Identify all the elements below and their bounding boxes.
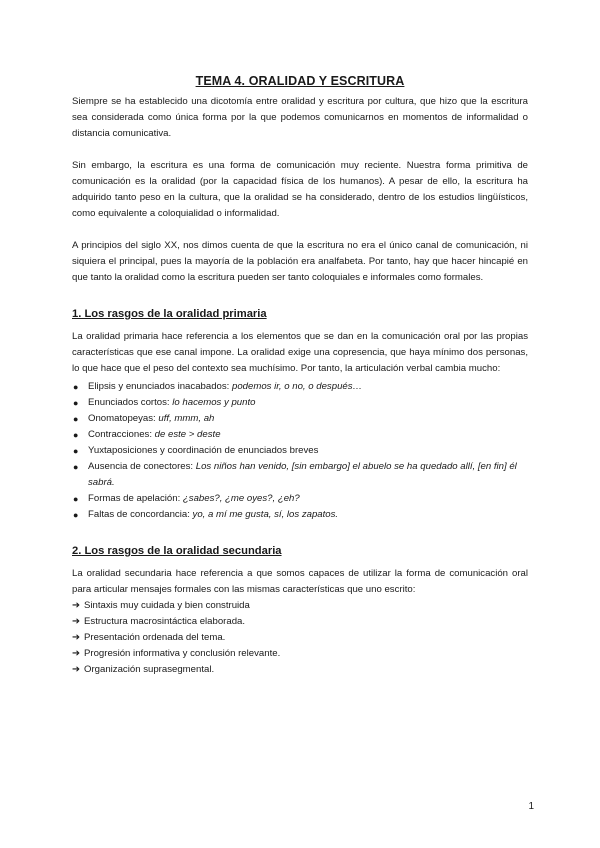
item-label: Elipsis y enunciados inacabados: (88, 381, 232, 392)
list-item (72, 598, 528, 614)
bullet-icon: ● (73, 382, 79, 392)
list-item (72, 507, 528, 523)
item-example: uff, mmm, ah (158, 413, 215, 424)
arrow-right-icon: ➔ (72, 600, 81, 611)
section-2-intro: La oralidad secundaria hace referencia a que somos capaces de utilizar la forma de comunicación oral para articular mensajes formales con las mismas características que uno escrito: (72, 568, 528, 595)
secondary-orality-list (72, 598, 528, 678)
arrow-right-icon: ➔ (72, 648, 81, 659)
item-example: lo hacemos y punto (172, 397, 256, 408)
arrow-right-icon: ➔ (72, 616, 81, 627)
arrow-right-icon: ➔ (72, 632, 81, 643)
item-example: Los niños han venido, [sin embargo] el abuelo se ha quedado allí, [en fin] él sabrá. (88, 461, 517, 488)
bullet-icon: ● (73, 398, 79, 408)
item-example: podemos ir, o no, o después… (232, 381, 363, 392)
item-label: Enunciados cortos: (88, 397, 173, 408)
list-item (72, 443, 528, 459)
list-item (72, 395, 528, 411)
item-label: Yuxtaposiciones y coordinación de enunciados breves (88, 445, 319, 456)
document-page (72, 74, 528, 678)
list-item (72, 630, 528, 646)
list-item (72, 491, 528, 507)
bullet-icon: ● (73, 462, 79, 472)
list-item (72, 614, 528, 630)
section-1-heading: 1. Los rasgos de la oralidad primaria (72, 308, 267, 320)
paragraph-1: Siempre se ha establecido una dicotomía entre oralidad y escritura por cultura, que hizo que la escritura sea considerada como única forma por la que podemos comunicarnos en momentos de informalidad o distancia comunicativa. (72, 96, 528, 139)
list-item (72, 379, 528, 395)
list-item (72, 646, 528, 662)
item-text: Presentación ordenada del tema. (84, 632, 226, 643)
list-item (72, 662, 528, 678)
arrow-right-icon: ➔ (72, 664, 81, 675)
item-label: Ausencia de conectores: (88, 461, 196, 472)
item-text: Organización suprasegmental. (84, 664, 215, 675)
item-label: Contracciones: (88, 429, 155, 440)
bullet-icon: ● (73, 414, 79, 424)
paragraph-2: Sin embargo, la escritura es una forma de comunicación muy reciente. Nuestra forma primitiva de comunicación es la oralidad (por la capacidad física de los humanos). A pesar de ello, la escritura ha adquirido tanto peso en la cultura, que la oralidad se ha considerado, dentro de los estudios lingüísticos, como equivalente a coloquialidad o informalidad. (72, 160, 528, 219)
item-example: de este > deste (154, 429, 221, 440)
list-item (72, 427, 528, 443)
item-text: Progresión informativa y conclusión relevante. (84, 648, 281, 659)
item-text: Estructura macrosintáctica elaborada. (84, 616, 246, 627)
page-number: 1 (528, 801, 534, 812)
list-item (72, 411, 528, 427)
item-example: yo, a mí me gusta, sí, los zapatos. (192, 509, 339, 520)
bullet-icon: ● (73, 494, 79, 504)
item-label: Faltas de concordancia: (88, 509, 193, 520)
item-label: Onomatopeyas: (88, 413, 159, 424)
bullet-icon: ● (73, 510, 79, 520)
list-item (72, 459, 528, 491)
section-2-heading: 2. Los rasgos de la oralidad secundaria (72, 545, 282, 557)
document-title: TEMA 4. ORALIDAD Y ESCRITURA (195, 74, 405, 88)
bullet-icon: ● (73, 446, 79, 456)
primary-orality-list (72, 379, 528, 523)
item-label: Formas de apelación: (88, 493, 183, 504)
item-text: Sintaxis muy cuidada y bien construida (84, 600, 250, 611)
paragraph-3: A principios del siglo XX, nos dimos cuenta de que la escritura no era el único canal de comunicación, ni siquiera el principal, pues la mayoría de la población era analfabeta. Por tanto, hay que hacer hincapié en que tanto la oralidad como la escritura pueden ser tanto coloquiales e informales como formales. (72, 240, 528, 283)
item-example: ¿sabes?, ¿me oyes?, ¿eh? (182, 493, 300, 504)
bullet-icon: ● (73, 430, 79, 440)
section-1-intro: La oralidad primaria hace referencia a los elementos que se dan en la comunicación oral por las propias características que ese canal impone. La oralidad exige una copresencia, que haya mínimo dos personas, lo que hace que el peso del contexto sea muchísimo. Por tanto, la articulación verbal cambia mucho: (72, 331, 528, 374)
